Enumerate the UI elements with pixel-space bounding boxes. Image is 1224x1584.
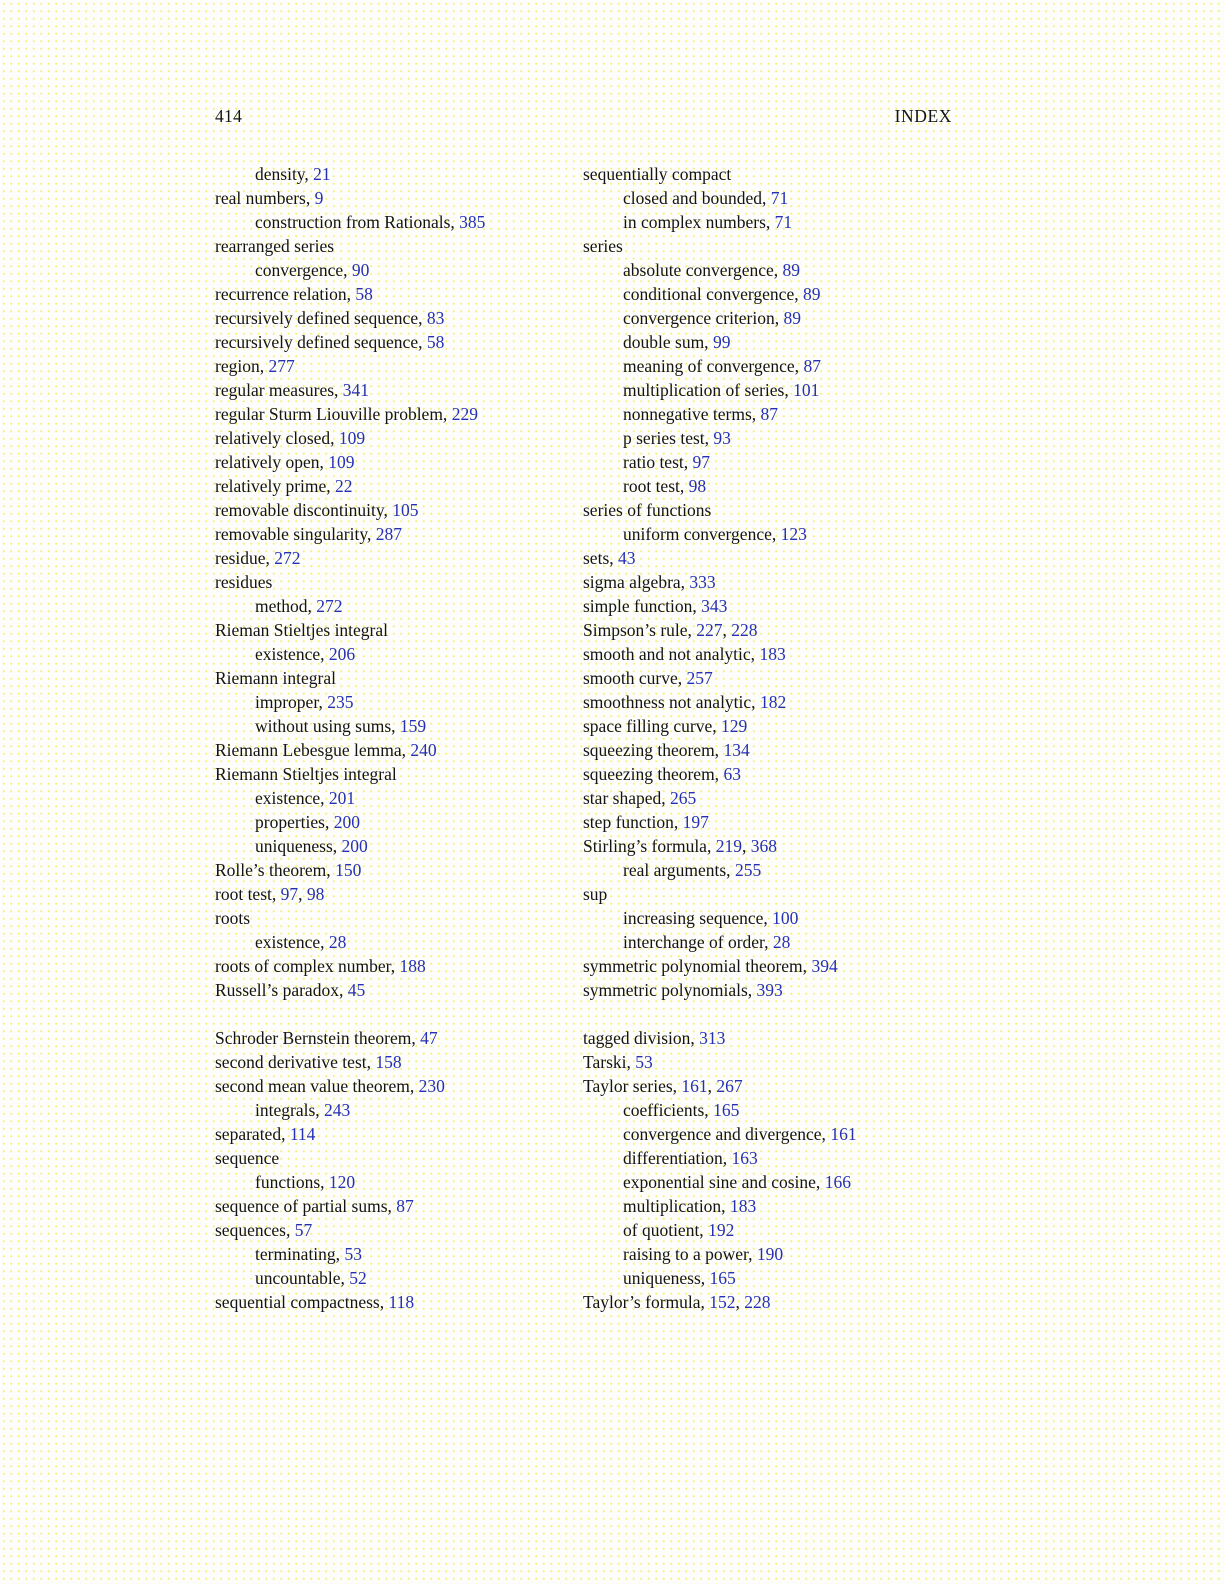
- page-ref-link[interactable]: 182: [759, 692, 787, 712]
- index-entry: [583, 714, 951, 738]
- index-entry: [215, 1074, 583, 1098]
- index-term: sigma algebra,: [583, 572, 686, 592]
- index-entry: [583, 1218, 951, 1242]
- index-term: existence,: [255, 644, 325, 664]
- index-entry: [583, 1242, 951, 1266]
- index-entry: [583, 666, 951, 690]
- index-entry: [583, 930, 951, 954]
- page-ref-link[interactable]: 89: [783, 308, 801, 328]
- page-ref-link[interactable]: 43: [618, 548, 636, 568]
- index-term: Riemann integral: [215, 668, 337, 688]
- page-ref-link[interactable]: 105: [392, 500, 419, 520]
- index-term: step function,: [583, 812, 679, 832]
- page-ref-link[interactable]: 183: [729, 1196, 757, 1216]
- index-term: sequence of partial sums,: [215, 1196, 392, 1216]
- page-ref-link[interactable]: 52: [349, 1268, 367, 1288]
- index-entry: [583, 378, 951, 402]
- index-columns: [215, 162, 952, 1314]
- page-ref-link[interactable]: 161: [830, 1124, 857, 1144]
- index-term: Riemann Lebesgue lemma,: [215, 740, 406, 760]
- index-term: series: [583, 236, 623, 256]
- page-ref-link[interactable]: 120: [328, 1172, 356, 1192]
- index-term: space filling curve,: [583, 716, 717, 736]
- index-entry: [215, 498, 583, 522]
- index-entry: [215, 1050, 583, 1074]
- index-term: symmetric polynomial theorem,: [583, 956, 808, 976]
- index-entry: [215, 210, 583, 234]
- index-term: conditional convergence,: [623, 284, 799, 304]
- index-entry: [583, 762, 951, 786]
- page-ref-link[interactable]: 243: [324, 1100, 351, 1120]
- index-term: existence,: [255, 788, 325, 808]
- index-entry: [215, 714, 583, 738]
- index-entry: [583, 1098, 951, 1122]
- index-term: without using sums,: [255, 716, 396, 736]
- index-term: closed and bounded,: [623, 188, 767, 208]
- index-entry: [215, 810, 583, 834]
- index-entry: [583, 738, 951, 762]
- page-ref-link[interactable]: 109: [338, 428, 366, 448]
- index-entry: [215, 258, 583, 282]
- index-term: removable singularity,: [215, 524, 372, 544]
- page-ref-link[interactable]: 22: [335, 476, 353, 496]
- page-ref-link[interactable]: 63: [723, 764, 741, 784]
- index-term: sequence: [215, 1148, 280, 1168]
- index-term: p series test,: [623, 428, 710, 448]
- index-term: squeezing theorem,: [583, 764, 720, 784]
- index-column-left: [215, 162, 583, 1314]
- index-term: root test,: [215, 884, 277, 904]
- page-ref-link[interactable]: 83: [426, 308, 445, 328]
- index-term: uniqueness,: [623, 1268, 706, 1288]
- page-ref-link[interactable]: 272: [316, 596, 343, 616]
- index-term: construction from Rationals,: [255, 212, 455, 232]
- page-ref-link[interactable]: 89: [802, 284, 821, 304]
- page-ref-link[interactable]: 197: [682, 812, 709, 832]
- index-entry: [583, 210, 951, 234]
- page-ref-link[interactable]: 228: [731, 620, 758, 640]
- index-term: relatively closed,: [215, 428, 335, 448]
- page-ref-link[interactable]: 71: [770, 188, 789, 208]
- page-ref-link[interactable]: 87: [760, 404, 779, 424]
- index-entry: [215, 1122, 583, 1146]
- index-entry: [583, 810, 951, 834]
- index-term: Simpson’s rule,: [583, 620, 692, 640]
- index-term: region,: [215, 356, 265, 376]
- index-term: convergence,: [255, 260, 348, 280]
- page-ref-link[interactable]: 123: [780, 524, 807, 544]
- index-term: convergence criterion,: [623, 308, 780, 328]
- index-term: second mean value theorem,: [215, 1076, 415, 1096]
- index-entry: [215, 1290, 583, 1314]
- index-column-right: [583, 162, 951, 1314]
- index-entry: [215, 282, 583, 306]
- index-term: differentiation,: [623, 1148, 728, 1168]
- page-ref-link[interactable]: 87: [803, 356, 821, 376]
- page-ref-link[interactable]: 152: [709, 1292, 736, 1312]
- page-ref-link[interactable]: 341: [342, 380, 370, 400]
- page-ref-link[interactable]: 166: [824, 1172, 851, 1192]
- page-ref-link[interactable]: 28: [772, 932, 791, 952]
- index-entry: [215, 906, 583, 930]
- index-entry: [583, 498, 951, 522]
- page-ref-link[interactable]: 230: [418, 1076, 445, 1096]
- index-term: smoothness not analytic,: [583, 692, 756, 712]
- index-entry: [215, 234, 583, 258]
- page-ref-link[interactable]: 93: [713, 428, 731, 448]
- index-entry: [215, 642, 583, 666]
- page-ref-link[interactable]: 277: [268, 356, 295, 376]
- index-term: increasing sequence,: [623, 908, 768, 928]
- index-term: improper,: [255, 692, 323, 712]
- page-ref-link[interactable]: 163: [731, 1148, 758, 1168]
- index-entry: [215, 1242, 583, 1266]
- index-term: meaning of convergence,: [623, 356, 800, 376]
- page-ref-link[interactable]: 58: [426, 332, 445, 352]
- index-term: squeezing theorem,: [583, 740, 720, 760]
- page-header: [215, 104, 952, 128]
- index-term: terminating,: [255, 1244, 341, 1264]
- page-ref-link[interactable]: 333: [689, 572, 716, 592]
- index-term: residue,: [215, 548, 270, 568]
- index-term: roots of complex number,: [215, 956, 396, 976]
- index-term: coefficients,: [623, 1100, 709, 1120]
- index-term: second derivative test,: [215, 1052, 371, 1072]
- index-entry: [583, 450, 951, 474]
- page-ref-link[interactable]: 97: [692, 452, 710, 472]
- index-term: recurrence relation,: [215, 284, 352, 304]
- page-ref-link[interactable]: 235: [327, 692, 354, 712]
- index-term: sequences,: [215, 1220, 291, 1240]
- page-ref-link[interactable]: 192: [708, 1220, 735, 1240]
- index-entry: [583, 978, 951, 1002]
- index-entry: [215, 786, 583, 810]
- index-term: raising to a power,: [623, 1244, 753, 1264]
- page-ref-link[interactable]: 28: [328, 932, 347, 952]
- page-ref-link[interactable]: 100: [772, 908, 799, 928]
- page-ref-link[interactable]: 165: [713, 1100, 740, 1120]
- index-entry: [215, 834, 583, 858]
- index-term: smooth curve,: [583, 668, 683, 688]
- index-term: integrals,: [255, 1100, 320, 1120]
- index-entry: [583, 330, 951, 354]
- page-ref-link[interactable]: 228: [744, 1292, 771, 1312]
- page-ref-link[interactable]: 188: [399, 956, 426, 976]
- index-entry: [215, 330, 583, 354]
- index-entry: [583, 258, 951, 282]
- index-entry: [215, 594, 583, 618]
- index-entry: [215, 186, 583, 210]
- index-entry: [583, 162, 951, 186]
- index-entry: [215, 954, 583, 978]
- index-term: real numbers,: [215, 188, 311, 208]
- page-ref-link[interactable]: 393: [756, 980, 783, 1000]
- index-entry: [583, 1050, 951, 1074]
- index-entry: [583, 474, 951, 498]
- index-term: real arguments,: [623, 860, 731, 880]
- index-entry: [583, 690, 951, 714]
- index-entry: [215, 162, 583, 186]
- index-entry: [583, 426, 951, 450]
- index-term: exponential sine and cosine,: [623, 1172, 821, 1192]
- index-term: series of functions: [583, 500, 712, 520]
- index-entry: [583, 282, 951, 306]
- index-term: density,: [255, 164, 309, 184]
- index-term: relatively prime,: [215, 476, 331, 496]
- index-entry: [583, 1122, 951, 1146]
- index-entry: [215, 858, 583, 882]
- index-term: Schroder Bernstein theorem,: [215, 1028, 416, 1048]
- index-term: properties,: [255, 812, 330, 832]
- page-ref-link[interactable]: 165: [709, 1268, 736, 1288]
- index-term: Rolle’s theorem,: [215, 860, 331, 880]
- index-entry: [583, 354, 951, 378]
- index-entry: [583, 570, 951, 594]
- index-term: in complex numbers,: [623, 212, 771, 232]
- index-term: double sum,: [623, 332, 709, 352]
- index-entry: [215, 450, 583, 474]
- page-ref-link[interactable]: 161: [681, 1076, 708, 1096]
- index-term: of quotient,: [623, 1220, 704, 1240]
- page-ref-link[interactable]: 47: [420, 1028, 438, 1048]
- page-ref-link[interactable]: 53: [635, 1052, 653, 1072]
- page-ref-link[interactable]: 118: [388, 1292, 415, 1312]
- index-term: Riemann Stieltjes integral: [215, 764, 397, 784]
- index-entry: [215, 978, 583, 1002]
- page-ref-link[interactable]: 190: [756, 1244, 784, 1264]
- index-term: multiplication of series,: [623, 380, 789, 400]
- index-term: Russell’s paradox,: [215, 980, 344, 1000]
- index-entry: [583, 1194, 951, 1218]
- page-ref-link[interactable]: 267: [716, 1076, 743, 1096]
- index-term: Taylor’s formula,: [583, 1292, 705, 1312]
- index-entry: [583, 1170, 951, 1194]
- index-entry: [215, 1194, 583, 1218]
- index-entry: [583, 858, 951, 882]
- page-ref-link[interactable]: 200: [333, 812, 360, 832]
- page-ref-link[interactable]: 240: [410, 740, 437, 760]
- page-ref-link[interactable]: 229: [451, 404, 478, 424]
- index-entry: [583, 906, 951, 930]
- page-ref-link[interactable]: 394: [811, 956, 838, 976]
- index-entry: [215, 618, 583, 642]
- page-ref-link[interactable]: 9: [314, 188, 324, 208]
- page-header-title: INDEX: [894, 106, 952, 126]
- index-entry: [215, 306, 583, 330]
- index-term: recursively defined sequence,: [215, 332, 423, 352]
- index-term: removable discontinuity,: [215, 500, 388, 520]
- index-term: Tarski,: [583, 1052, 631, 1072]
- index-entry: Simpson’s rule, 227, 228: [583, 620, 758, 640]
- index-term: separated,: [215, 1124, 286, 1144]
- index-term: root test,: [623, 476, 685, 496]
- page-ref-link[interactable]: 343: [701, 596, 728, 616]
- index-term: star shaped,: [583, 788, 666, 808]
- index-term: functions,: [255, 1172, 325, 1192]
- index-entry: [215, 426, 583, 450]
- index-entry: [215, 1170, 583, 1194]
- index-term: ratio test,: [623, 452, 689, 472]
- page-ref-link[interactable]: 21: [313, 164, 331, 184]
- index-entry: [583, 522, 951, 546]
- page-number: 414: [215, 106, 243, 126]
- page-ref-link[interactable]: 206: [328, 644, 356, 664]
- page-ref-link[interactable]: 150: [335, 860, 362, 880]
- index-entry: [583, 546, 951, 570]
- index-entry: [583, 882, 951, 906]
- page-ref-link[interactable]: 265: [670, 788, 697, 808]
- index-term: sequential compactness,: [215, 1292, 385, 1312]
- index-term: relatively open,: [215, 452, 324, 472]
- index-entry: [215, 762, 583, 786]
- page-ref-link[interactable]: 71: [774, 212, 793, 232]
- page-ref-link[interactable]: 58: [355, 284, 373, 304]
- index-entry: [583, 954, 951, 978]
- index-entry: root test, 97, 98: [215, 884, 325, 904]
- index-entry: [583, 1026, 951, 1050]
- page-ref-link[interactable]: 200: [341, 836, 368, 856]
- page-ref-link[interactable]: 98: [688, 476, 707, 496]
- index-entry: [583, 1266, 951, 1290]
- page-ref-link[interactable]: 99: [712, 332, 731, 352]
- index-term: smooth and not analytic,: [583, 644, 756, 664]
- index-entry: [215, 666, 583, 690]
- index-entry: [215, 570, 583, 594]
- index-entry: [583, 306, 951, 330]
- index-term: residues: [215, 572, 273, 592]
- index-term: regular measures,: [215, 380, 339, 400]
- index-term: nonnegative terms,: [623, 404, 757, 424]
- index-entry: [583, 402, 951, 426]
- page-ref-link[interactable]: 97: [280, 884, 299, 904]
- index-entry: Taylor series, 161, 267: [583, 1076, 743, 1096]
- page-ref-link[interactable]: 227: [696, 620, 723, 640]
- index-entry: [215, 354, 583, 378]
- index-entry: Stirling’s formula, 219, 368: [583, 836, 777, 856]
- index-entry: [215, 546, 583, 570]
- page-ref-link[interactable]: 201: [328, 788, 356, 808]
- index-entry: [215, 1218, 583, 1242]
- index-term: uniqueness,: [255, 836, 338, 856]
- page-ref-link[interactable]: 114: [289, 1124, 316, 1144]
- page-ref-link[interactable]: 109: [328, 452, 355, 472]
- index-term: absolute convergence,: [623, 260, 779, 280]
- page-ref-link[interactable]: 89: [782, 260, 801, 280]
- page-ref-link[interactable]: 101: [793, 380, 820, 400]
- index-term: multiplication,: [623, 1196, 726, 1216]
- index-term: existence,: [255, 932, 325, 952]
- index-entry: [215, 1098, 583, 1122]
- index-entry: [583, 594, 951, 618]
- index-entry: [215, 738, 583, 762]
- index-term: rearranged series: [215, 236, 335, 256]
- index-entry: [215, 930, 583, 954]
- index-entry: [583, 786, 951, 810]
- page-ref-link[interactable]: 313: [699, 1028, 726, 1048]
- index-term: uncountable,: [255, 1268, 345, 1288]
- index-entry: [215, 1146, 583, 1170]
- page-ref-link[interactable]: 368: [750, 836, 777, 856]
- index-term: tagged division,: [583, 1028, 695, 1048]
- index-entry: Taylor’s formula, 152, 228: [583, 1292, 771, 1312]
- page-ref-link[interactable]: 45: [347, 980, 366, 1000]
- index-term: method,: [255, 596, 312, 616]
- index-term: sequentially compact: [583, 164, 732, 184]
- page-ref-link[interactable]: 129: [721, 716, 748, 736]
- index-term: Stirling’s formula,: [583, 836, 712, 856]
- page-ref-link[interactable]: 272: [274, 548, 301, 568]
- index-entry: [583, 642, 951, 666]
- index-entry: [215, 522, 583, 546]
- page-ref-link[interactable]: 287: [375, 524, 402, 544]
- page-ref-link[interactable]: 257: [686, 668, 713, 688]
- index-term: symmetric polynomials,: [583, 980, 753, 1000]
- index-entry: [583, 234, 951, 258]
- page-ref-link[interactable]: 219: [715, 836, 742, 856]
- index-term: uniform convergence,: [623, 524, 777, 544]
- index-entry: [583, 1146, 951, 1170]
- index-entry: [215, 402, 583, 426]
- index-term: sets,: [583, 548, 614, 568]
- index-term: sup: [583, 884, 608, 904]
- page-ref-link[interactable]: 183: [759, 644, 786, 664]
- index-term: regular Sturm Liouville problem,: [215, 404, 448, 424]
- index-term: roots: [215, 908, 250, 928]
- index-entry: [215, 690, 583, 714]
- page-ref-link[interactable]: 87: [396, 1196, 414, 1216]
- page-ref-link[interactable]: 90: [351, 260, 370, 280]
- index-entry: [215, 474, 583, 498]
- index-term: interchange of order,: [623, 932, 769, 952]
- page-ref-link[interactable]: 57: [294, 1220, 313, 1240]
- page-ref-link[interactable]: 98: [306, 884, 325, 904]
- page-ref-link[interactable]: 255: [734, 860, 762, 880]
- index-term: convergence and divergence,: [623, 1124, 826, 1144]
- page-ref-link[interactable]: 159: [399, 716, 427, 736]
- page-ref-link[interactable]: 385: [459, 212, 486, 232]
- index-entry: [215, 378, 583, 402]
- index-page: [215, 104, 952, 1314]
- index-term: simple function,: [583, 596, 697, 616]
- index-entry: [215, 1266, 583, 1290]
- index-term: Taylor series,: [583, 1076, 678, 1096]
- index-entry: [215, 1026, 583, 1050]
- index-term: recursively defined sequence,: [215, 308, 423, 328]
- index-term: Rieman Stieltjes integral: [215, 620, 389, 640]
- page-ref-link[interactable]: 53: [344, 1244, 362, 1264]
- page-ref-link[interactable]: 158: [375, 1052, 402, 1072]
- index-entry: [583, 186, 951, 210]
- page-ref-link[interactable]: 134: [723, 740, 750, 760]
